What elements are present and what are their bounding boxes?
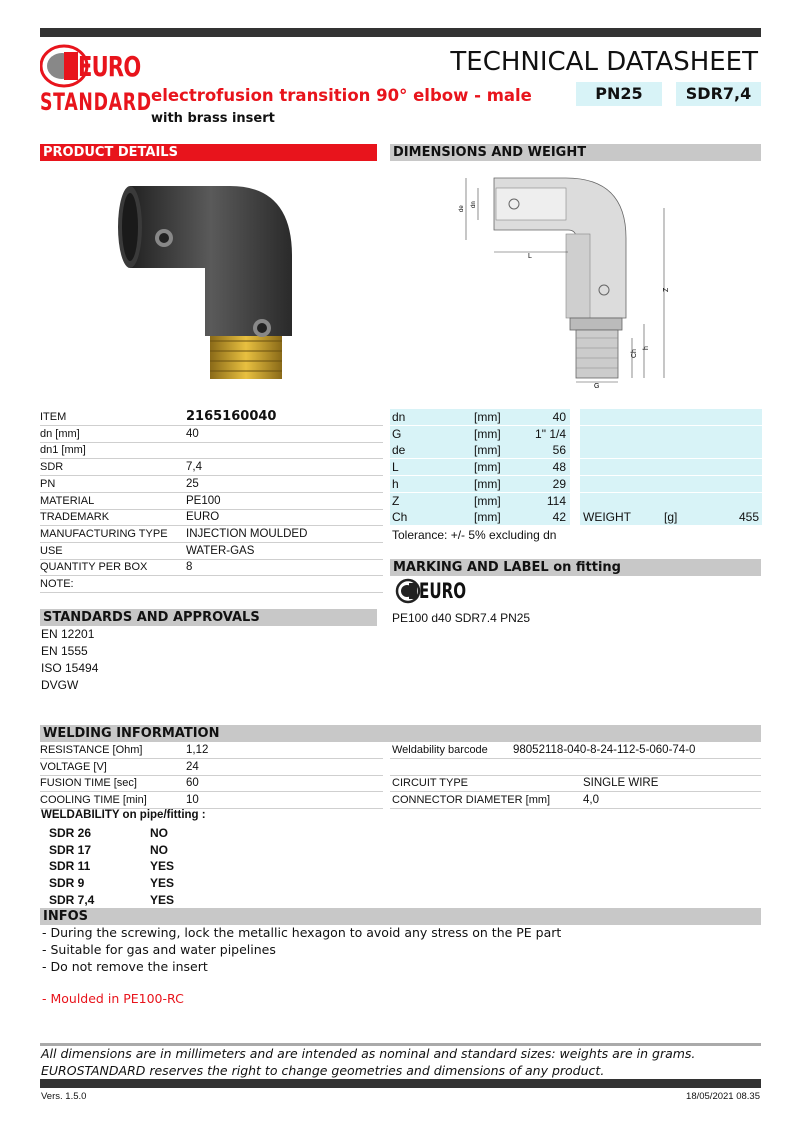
- dim-label-de: de: [459, 205, 465, 212]
- welding-right-value: 98052118-040-8-24-112-5-060-74-0: [513, 744, 696, 756]
- weight-blank-row: [580, 493, 762, 510]
- details-row: [40, 426, 383, 443]
- eurostandard-logo: [40, 44, 152, 120]
- weight-unit: [g]: [664, 510, 678, 525]
- welding-value: 24: [186, 760, 199, 773]
- weldability-result: YES: [150, 859, 175, 874]
- welding-right-value: 4,0: [583, 794, 599, 807]
- dimension-value: 1" 1/4: [535, 426, 566, 441]
- page-title: TECHNICAL DATASHEET: [450, 47, 758, 77]
- product-subtitle: with brass insert: [151, 111, 275, 126]
- weldability-sdr: SDR 9: [49, 876, 85, 891]
- technical-drawing: [456, 168, 676, 390]
- welding-row: [40, 792, 383, 809]
- footer-version: Vers. 1.5.0: [41, 1091, 87, 1102]
- marking-logo-text: EURO: [419, 579, 467, 603]
- footer-disclaimer-2: EUROSTANDARD reserves the right to change geometries and dimensions of any product.: [41, 1063, 605, 1078]
- details-row: [40, 493, 383, 510]
- weight-row: [580, 509, 762, 526]
- details-label: ITEM: [40, 411, 67, 423]
- welding-right-label: Weldability barcode: [392, 744, 488, 756]
- welding-value: 1,12: [186, 744, 209, 756]
- weldability-sdr: SDR 11: [49, 859, 91, 874]
- welding-right-row: [390, 792, 761, 809]
- standard-item: DVGW: [41, 678, 79, 692]
- details-value: 2165160040: [186, 409, 277, 424]
- dim-label-dn: dn: [471, 201, 477, 208]
- details-label: PN: [40, 477, 56, 490]
- details-label: MANUFACTURING TYPE: [40, 527, 168, 540]
- dimension-value: 42: [552, 510, 566, 525]
- welding-label: RESISTANCE [Ohm]: [40, 744, 143, 756]
- details-value: PE100: [186, 494, 221, 507]
- details-row: [40, 559, 383, 576]
- dimension-value: 48: [552, 460, 566, 475]
- weldability-result: YES: [150, 892, 175, 907]
- weight-value: 455: [738, 510, 759, 525]
- weldability-title: WELDABILITY on pipe/fitting :: [41, 809, 206, 821]
- weight-blank-row: [580, 442, 762, 459]
- top-bar: [40, 28, 761, 37]
- details-label: QUANTITY PER BOX: [40, 561, 148, 574]
- product-image: [110, 176, 310, 382]
- weldability-result: NO: [150, 826, 168, 840]
- details-label: TRADEMARK: [40, 511, 110, 524]
- welding-right-row: [390, 759, 761, 776]
- dimension-name: h: [392, 476, 399, 491]
- weldability-result: NO: [150, 842, 168, 857]
- details-label: dn1 [mm]: [40, 444, 86, 457]
- weldability-sdr: SDR 7,4: [49, 892, 95, 907]
- weight-blank-row: [580, 409, 762, 426]
- dim-label-ch: Ch: [631, 349, 638, 358]
- dim-label-g: G: [594, 383, 600, 390]
- marking-logo: [395, 578, 467, 604]
- logo-top-text: EURO: [78, 50, 141, 83]
- details-value: 8: [186, 561, 193, 574]
- dimension-row: [390, 426, 570, 443]
- sdr-badge: SDR7,4: [676, 82, 761, 106]
- details-value: 40: [186, 427, 199, 440]
- details-value: INJECTION MOULDED: [186, 527, 308, 540]
- details-row: [40, 409, 383, 426]
- weight-blank-row: [580, 476, 762, 493]
- footer-date: 18/05/2021 08.35: [686, 1091, 760, 1102]
- dimension-name: L: [392, 460, 399, 475]
- dimension-row: [390, 476, 570, 493]
- welding-right-value: SINGLE WIRE: [583, 777, 659, 790]
- details-value: EURO: [186, 511, 220, 524]
- dimension-value: 56: [552, 443, 566, 458]
- dimension-name: G: [392, 426, 402, 441]
- logo-bottom-text: STANDARD: [40, 88, 152, 116]
- welding-value: 10: [186, 794, 199, 807]
- weldability-result: YES: [150, 876, 175, 891]
- dim-label-h: h: [643, 346, 650, 350]
- details-label: USE: [40, 544, 63, 557]
- dimension-unit: [mm]: [474, 476, 501, 491]
- details-label: MATERIAL: [40, 494, 95, 507]
- welding-row: [40, 775, 383, 792]
- marking-text: PE100 d40 SDR7.4 PN25: [392, 611, 531, 625]
- infos-header: INFOS: [40, 908, 761, 925]
- details-label: dn [mm]: [40, 427, 80, 440]
- details-label: SDR: [40, 461, 64, 474]
- details-row: [40, 509, 383, 526]
- standard-item: EN 1555: [41, 644, 88, 658]
- welding-header: WELDING INFORMATION: [40, 725, 761, 742]
- dimension-value: 40: [552, 410, 566, 424]
- dimension-name: de: [392, 443, 406, 458]
- pn-badge: PN25: [576, 82, 662, 106]
- details-value: WATER-GAS: [186, 544, 255, 557]
- info-item: - During the screwing, lock the metallic hexagon to avoid any stress on the PE part: [42, 925, 562, 940]
- footer-disclaimer-1: All dimensions are in millimeters and are intended as nominal and standard sizes: weights are in grams.: [41, 1046, 696, 1061]
- weight-label: WEIGHT: [583, 510, 631, 525]
- welding-value: 60: [186, 777, 199, 790]
- details-row: [40, 442, 383, 459]
- standard-item: ISO 15494: [41, 661, 99, 675]
- welding-row: [40, 742, 383, 759]
- dimension-value: 29: [552, 476, 566, 491]
- dimension-unit: [mm]: [474, 426, 501, 441]
- details-row: [40, 526, 383, 543]
- weldability-sdr: SDR 26: [49, 826, 92, 840]
- dimension-row: [390, 509, 570, 526]
- dim-label-l: L: [528, 253, 532, 260]
- details-label: NOTE:: [40, 578, 74, 590]
- dimensions-header: DIMENSIONS AND WEIGHT: [390, 144, 761, 161]
- bottom-bar: [40, 1079, 761, 1088]
- details-row: [40, 576, 383, 593]
- dimension-name: Ch: [392, 510, 408, 525]
- details-row: [40, 459, 383, 476]
- welding-right-label: CIRCUIT TYPE: [392, 777, 468, 790]
- welding-row: [40, 759, 383, 776]
- dimension-value: 114: [546, 493, 566, 508]
- details-value: 25: [186, 477, 199, 490]
- details-value: 7,4: [186, 461, 202, 474]
- welding-label: VOLTAGE [V]: [40, 760, 107, 773]
- dimension-unit: [mm]: [474, 460, 501, 475]
- info-item: - Do not remove the insert: [42, 959, 208, 974]
- marking-header: MARKING AND LABEL on fitting: [390, 559, 761, 576]
- dimension-unit: [mm]: [474, 510, 501, 525]
- welding-right-row: [390, 775, 761, 792]
- dimension-name: dn: [392, 410, 406, 424]
- dimension-row: [390, 459, 570, 476]
- standard-item: EN 12201: [41, 627, 95, 641]
- weight-blank-row: [580, 426, 762, 443]
- weight-blank-row: [580, 459, 762, 476]
- dimension-unit: [mm]: [474, 443, 501, 458]
- dimension-unit: [mm]: [474, 410, 501, 424]
- infos-red-note: - Moulded in PE100-RC: [42, 991, 184, 1006]
- product-details-header: PRODUCT DETAILS: [40, 144, 377, 161]
- product-name: electrofusion transition 90° elbow - male: [151, 86, 532, 105]
- details-row: [40, 476, 383, 493]
- details-row: [40, 543, 383, 560]
- dimension-row: [390, 493, 570, 510]
- welding-label: COOLING TIME [min]: [40, 794, 147, 807]
- dim-label-z: Z: [663, 287, 670, 292]
- dimension-row: [390, 409, 570, 426]
- welding-right-row: [390, 742, 761, 759]
- standards-header: STANDARDS AND APPROVALS: [40, 609, 377, 626]
- welding-label: FUSION TIME [sec]: [40, 777, 137, 790]
- info-item: - Suitable for gas and water pipelines: [42, 942, 276, 957]
- tolerance-note: Tolerance: +/- 5% excluding dn: [392, 528, 557, 542]
- dimension-name: Z: [392, 493, 400, 508]
- dimension-unit: [mm]: [474, 493, 501, 508]
- dimension-row: [390, 442, 570, 459]
- welding-right-label: CONNECTOR DIAMETER [mm]: [392, 794, 551, 807]
- weldability-sdr: SDR 17: [49, 842, 92, 857]
